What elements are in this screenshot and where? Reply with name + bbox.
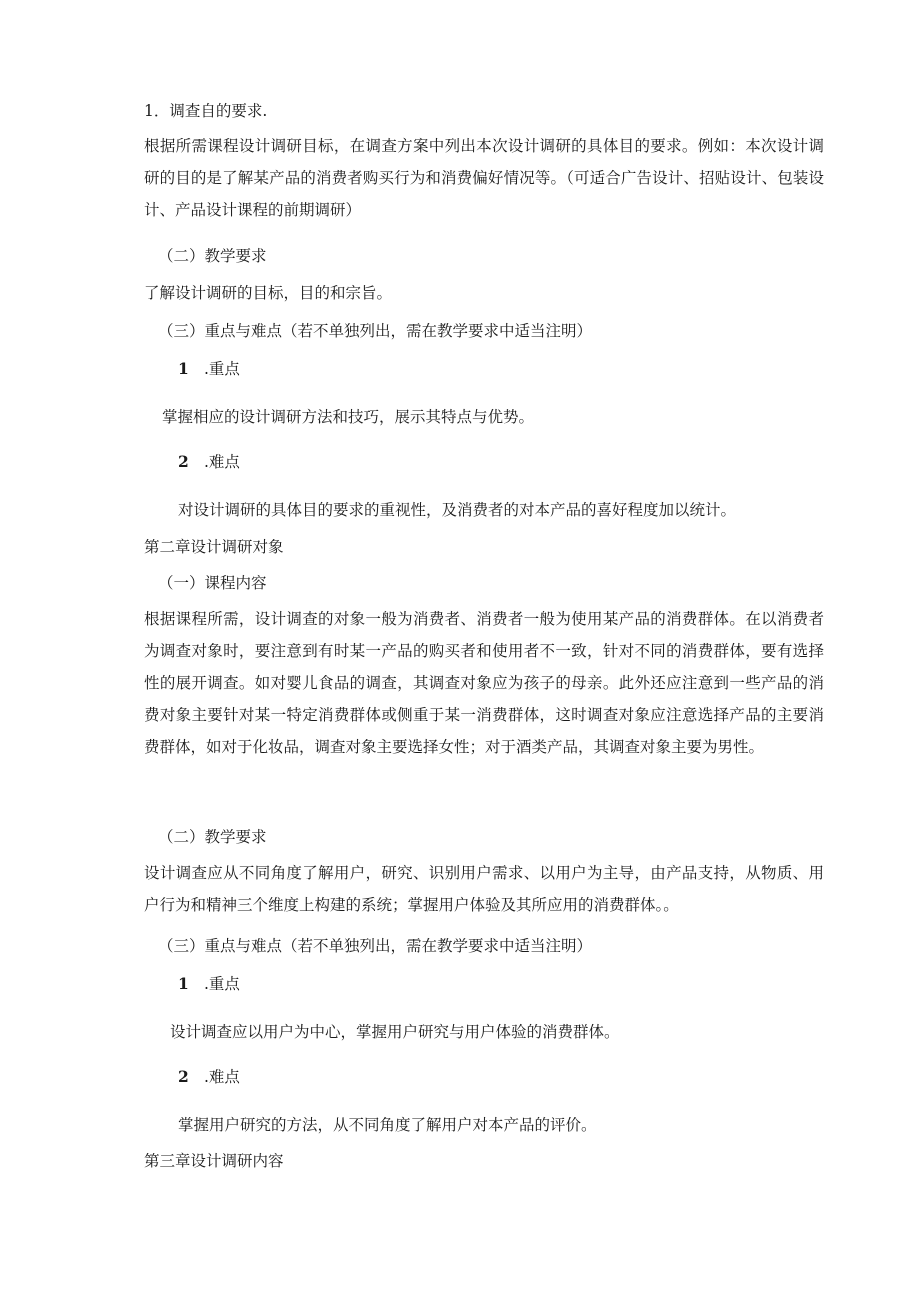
paragraph-purpose-body: 根据所需课程设计调研目标，在调查方案中列出本次设计调研的具体目的要求。例如：本次设计调研的目的是了解某产品的消费者购买行为和消费偏好情况等。（可适合广告设计、招贴设计、包装设计、产品设计课程的前期调研） xyxy=(144,137,824,219)
paragraph-key-point: 掌握相应的设计调研方法和技巧，展示其特点与优势。 xyxy=(162,408,535,426)
paragraph-difficulty-2: 掌握用户研究的方法，从不同角度了解用户对本产品的评价。 xyxy=(178,1116,597,1134)
subheading-key-point xyxy=(178,353,240,385)
difficulty-number: 2 xyxy=(178,452,189,471)
difficulty-label-2: .难点 xyxy=(204,1068,240,1086)
paragraph-course-content: 根据课程所需，设计调查的对象一般为消费者、消费者一般为使用某产品的消费群体。在以消费者为调查对象时，要注意到有时某一产品的购买者和使用者不一致，针对不同的消费群体，要有选择性的展开调查。如对婴儿食品的调查，其调查对象应为孩子的母亲。此外还应注意到一些产品的消费对象主要针对某一特定消费群体或侧重于某一消费群体，这时调查对象应注意选择产品的主要消费群体，如对于化妆品，调查对象主要选择女性；对于酒类产品，其调查对象主要为男性。 xyxy=(144,610,824,756)
heading-key-points: （三）重点与难点（若不单独列出，需在教学要求中适当注明） xyxy=(158,322,593,340)
heading-key-points-2: （三）重点与难点（若不单独列出，需在教学要求中适当注明） xyxy=(158,937,593,955)
heading-teaching-requirements: （二）教学要求 xyxy=(158,247,267,265)
subheading-difficulty xyxy=(178,446,240,478)
key-point-number-2: 1 xyxy=(178,974,189,993)
subheading-key-point-2 xyxy=(178,968,240,1000)
heading-course-content: （一）课程内容 xyxy=(158,574,267,592)
chapter-title-2: 第二章设计调研对象 xyxy=(144,538,284,556)
paragraph-difficulty: 对设计调研的具体目的要求的重视性，及消费者的对本产品的喜好程度加以统计。 xyxy=(178,501,737,519)
difficulty-label: .难点 xyxy=(204,453,240,471)
paragraph-key-point-2: 设计调查应以用户为中心，掌握用户研究与用户体验的消费群体。 xyxy=(170,1023,620,1041)
key-point-label-2: .重点 xyxy=(204,975,240,993)
subheading-difficulty-2 xyxy=(178,1061,240,1093)
chapter-title-3: 第三章设计调研内容 xyxy=(144,1152,284,1170)
heading-teaching-requirements-2: （二）教学要求 xyxy=(158,828,267,846)
difficulty-number-2: 2 xyxy=(178,1067,189,1086)
paragraph-teaching-requirements-2: 设计调查应从不同角度了解用户，研究、识别用户需求、以用户为主导，由产品支持，从物质、用户行为和精神三个维度上构建的系统；掌握用户体验及其所应用的消费群体。。 xyxy=(144,864,824,914)
key-point-label: .重点 xyxy=(204,360,240,378)
key-point-number: 1 xyxy=(178,359,189,378)
item-heading-purpose: 1．调查自的要求. xyxy=(144,102,268,120)
paragraph-teaching-requirements: 了解设计调研的目标，目的和宗旨。 xyxy=(144,284,393,302)
